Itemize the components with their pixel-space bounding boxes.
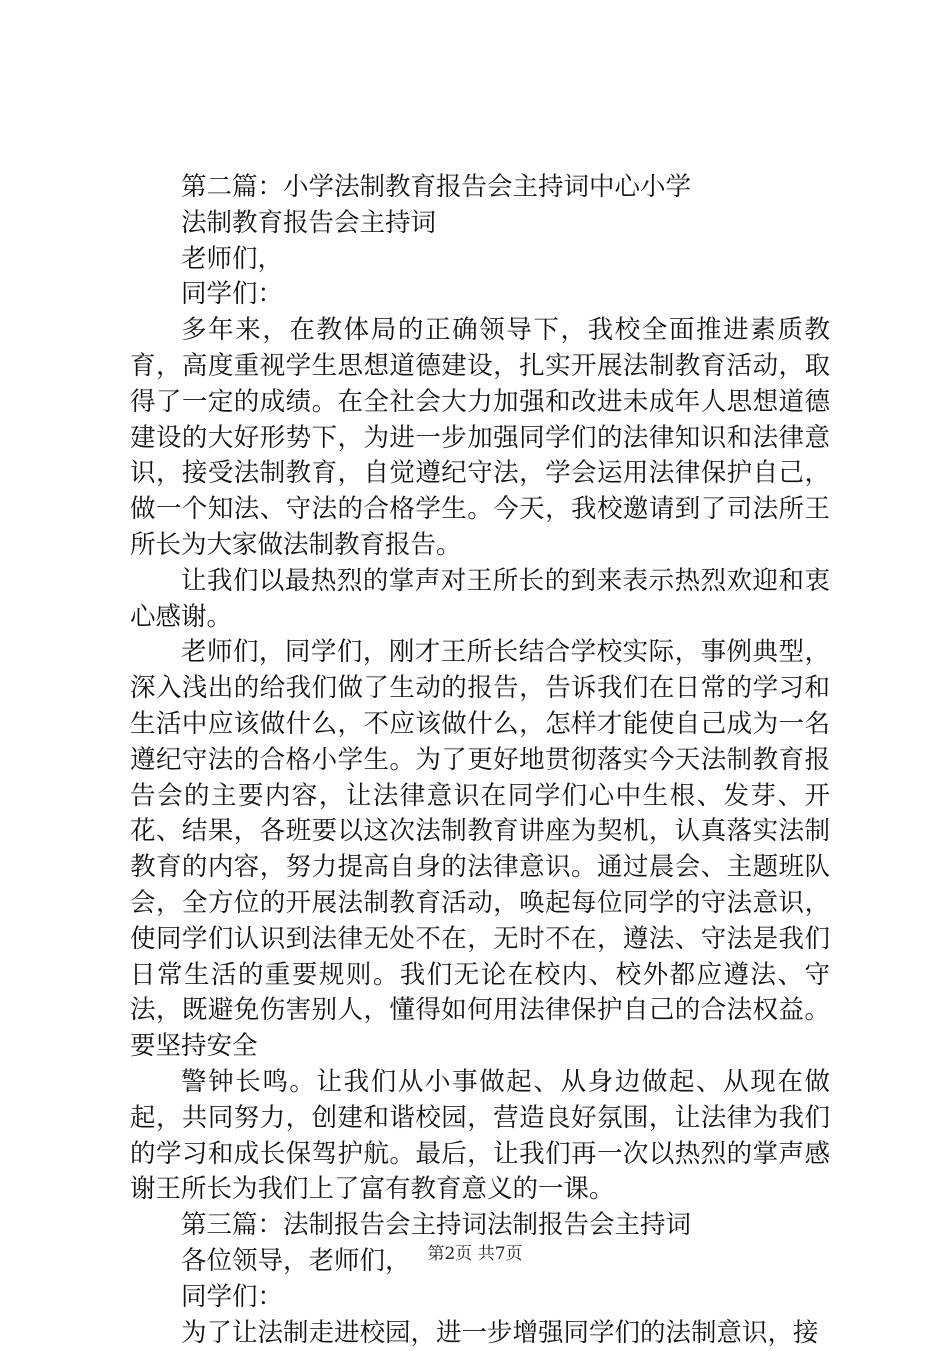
salutation-leaders: 各位领导，老师们，: [130, 1244, 830, 1280]
section-heading-3: 第三篇：法制报告会主持词法制报告会主持词: [130, 1208, 830, 1244]
paragraph-opening-3: 为了让法制走进校园，进一步增强同学们的法制意识，接: [130, 1316, 830, 1351]
document-body: [130, 170, 830, 1351]
salutation-students: 同学们：: [130, 277, 830, 313]
page-number-footer: 第2页 共7页: [0, 1243, 950, 1265]
paragraph-welcome: 让我们以最热烈的掌声对王所长的到来表示热烈欢迎和衷心感谢。: [130, 564, 830, 636]
section-subheading-2: 法制教育报告会主持词: [130, 206, 830, 242]
paragraph-closing: 警钟长鸣。让我们从小事做起、从身边做起、从现在做起，共同努力，创建和谐校园，营造良好氛围，让法律为我们的学习和成长保驾护航。最后，让我们再一次以热烈的掌声感谢王所长为我们上了富有教育意义的一课。: [130, 1065, 830, 1208]
salutation-teachers: 老师们，: [130, 242, 830, 278]
paragraph-summary: 老师们，同学们，刚才王所长结合学校实际，事例典型，深入浅出的给我们做了生动的报告，告诉我们在日常的学习和生活中应该做什么，不应该做什么，怎样才能使自己成为一名遵纪守法的合格小学生。为了更好地贯彻落实今天法制教育报告会的主要内容，让法律意识在同学们心中生根、发芽、开花、结果，各班要以这次法制教育讲座为契机，认真落实法制教育的内容，努力提高自身的法律意识。通过晨会、主题班队会，全方位的开展法制教育活动，唤起每位同学的守法意识，使同学们认识到法律无处不在，无时不在，遵法、守法是我们日常生活的重要规则。我们无论在校内、校外都应遵法、守法，既避免伤害别人，懂得如何用法律保护自己的合法权益。要坚持安全: [130, 635, 830, 1065]
salutation-students-2: 同学们：: [130, 1280, 830, 1316]
section-heading-2: 第二篇：小学法制教育报告会主持词中心小学: [130, 170, 830, 206]
paragraph-intro: 多年来，在教体局的正确领导下，我校全面推进素质教育，高度重视学生思想道德建设，扎实开展法制教育活动，取得了一定的成绩。在全社会大力加强和改进未成年人思想道德建设的大好形势下，为进一步加强同学们的法律知识和法律意识，接受法制教育，自觉遵纪守法，学会运用法律保护自己，做一个知法、守法的合格学生。今天，我校邀请到了司法所王所长为大家做法制教育报告。: [130, 313, 830, 564]
